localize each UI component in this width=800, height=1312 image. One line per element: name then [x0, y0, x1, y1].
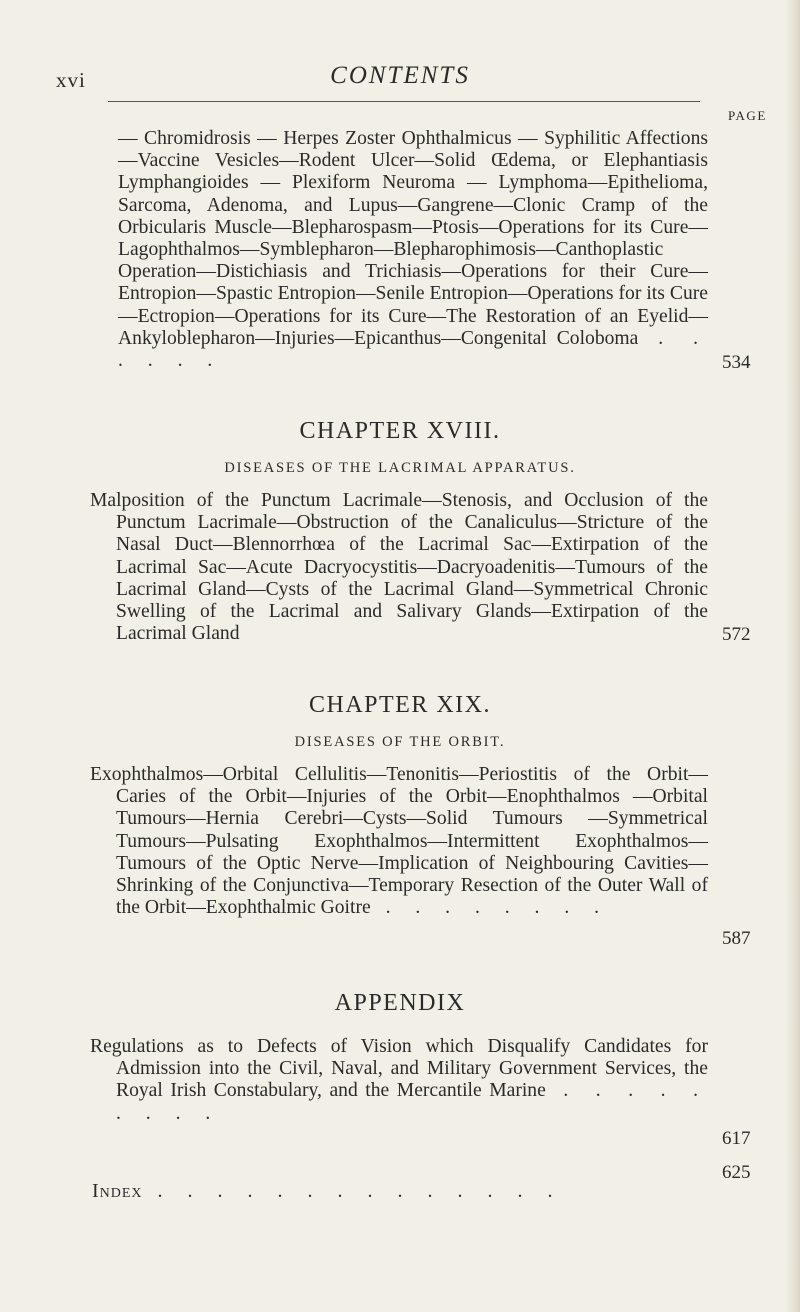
page-column-label: PAGE — [728, 108, 767, 123]
chapter-heading: CHAPTER XVIII. — [299, 418, 501, 444]
toc-page-number: 534 — [722, 352, 751, 373]
toc-entry-appendix — [90, 1036, 708, 1125]
toc-entry-text: Exophthalmos—Orbital Cellulitis—Tenonitis—Periostitis of the Orbit—Caries of the Orbit—Injuries of the Orbit—Enophthalmos —Orbital Tumours—Hernia Cerebri—Cysts—Solid Tumours —Symmetrical Tumours—Pulsating Exophthalmos—Intermittent Exophthalmos—Tumours of the Optic Nerve—Implication of Neighbouring Cavities—Shrinking of the Conjunctiva—Temporary Resection of the Outer Wall of the Orbit—Exophthalmic Goitre — [90, 764, 708, 919]
toc-page-number: 617 — [722, 1128, 751, 1149]
chapter-heading: CHAPTER XIX. — [308, 692, 491, 718]
toc-page-number: 625 — [722, 1162, 751, 1183]
leader-dots: . . . . . . — [118, 327, 709, 372]
appendix-heading: APPENDIX — [334, 990, 466, 1016]
header-rule — [108, 101, 700, 102]
index-label: Index — [92, 1180, 143, 1202]
toc-entry-eyelid-diseases — [118, 128, 708, 372]
chapter-subheading: DISEASES OF THE LACRIMAL APPARATUS. — [224, 460, 576, 476]
toc-page-number: 587 — [722, 928, 751, 949]
toc-page-number: 572 — [722, 624, 751, 645]
page-folio: xvi — [56, 68, 86, 92]
page-edge — [786, 0, 800, 1312]
leader-dots: . . . . . . . . . . . . . . — [142, 1180, 563, 1202]
toc-entry-text: Malposition of the Punctum Lacrimale—Stenosis, and Occlusion of the Punctum Lacrimale—Obstruction of the Canaliculus—Stricture of the Nasal Duct—Blennorrhœa of the Lacrimal Sac—Extirpation of the Lacrimal Sac—Acute Dacryocystitis—Dacryoadenitis—Tumours of the Lacrimal Gland—Cysts of the Lacrimal Gland—Symmetrical Chronic Swelling of the Lacrimal and Salivary Glands—Extirpation of the Lacrimal Gland — [90, 490, 708, 645]
leader-dots: . . . . . . . . — [370, 897, 610, 919]
toc-entry-text: Regulations as to Defects of Vision which Disqualify Candidates for Admission into the Civil, Naval, and Military Government Services, the Royal Irish Constabulary, and the Mercantile Marine — [90, 1036, 708, 1102]
toc-entry-lacrimal — [90, 490, 708, 645]
chapter-subheading: DISEASES OF THE ORBIT. — [294, 734, 506, 750]
toc-entry-index — [92, 1180, 563, 1203]
toc-entry-orbit — [90, 764, 708, 919]
toc-entry-text: — Chromidrosis — Herpes Zoster Ophthalmicus — Syphilitic Affections—Vaccine Vesicles—Rodent Ulcer—Solid Œdema, or Elephantiasis Lymphangioides — Plexiform Neuroma — Lymphoma—Epithelioma, Sarcoma, Adenoma, and Lupus—Gangrene—Clonic Cramp of the Orbicularis Muscle—Blepharospasm—Ptosis—Operations for its Cure—Lagophthalmos—Symblepharon—Blepharophimosis—Canthoplastic Operation—Distichiasis and Trichiasis—Operations for their Cure—Entropion—Spastic Entropion—Senile Entropion—Operations for its Cure—Ectropion—Operations for its Cure—The Restoration of an Eyelid—Ankyloblepharon—Injuries—Epicanthus—Congenital Coloboma — [118, 128, 708, 349]
running-title: CONTENTS — [330, 62, 470, 89]
leader-dots: . . . . . . . . . — [116, 1080, 709, 1124]
